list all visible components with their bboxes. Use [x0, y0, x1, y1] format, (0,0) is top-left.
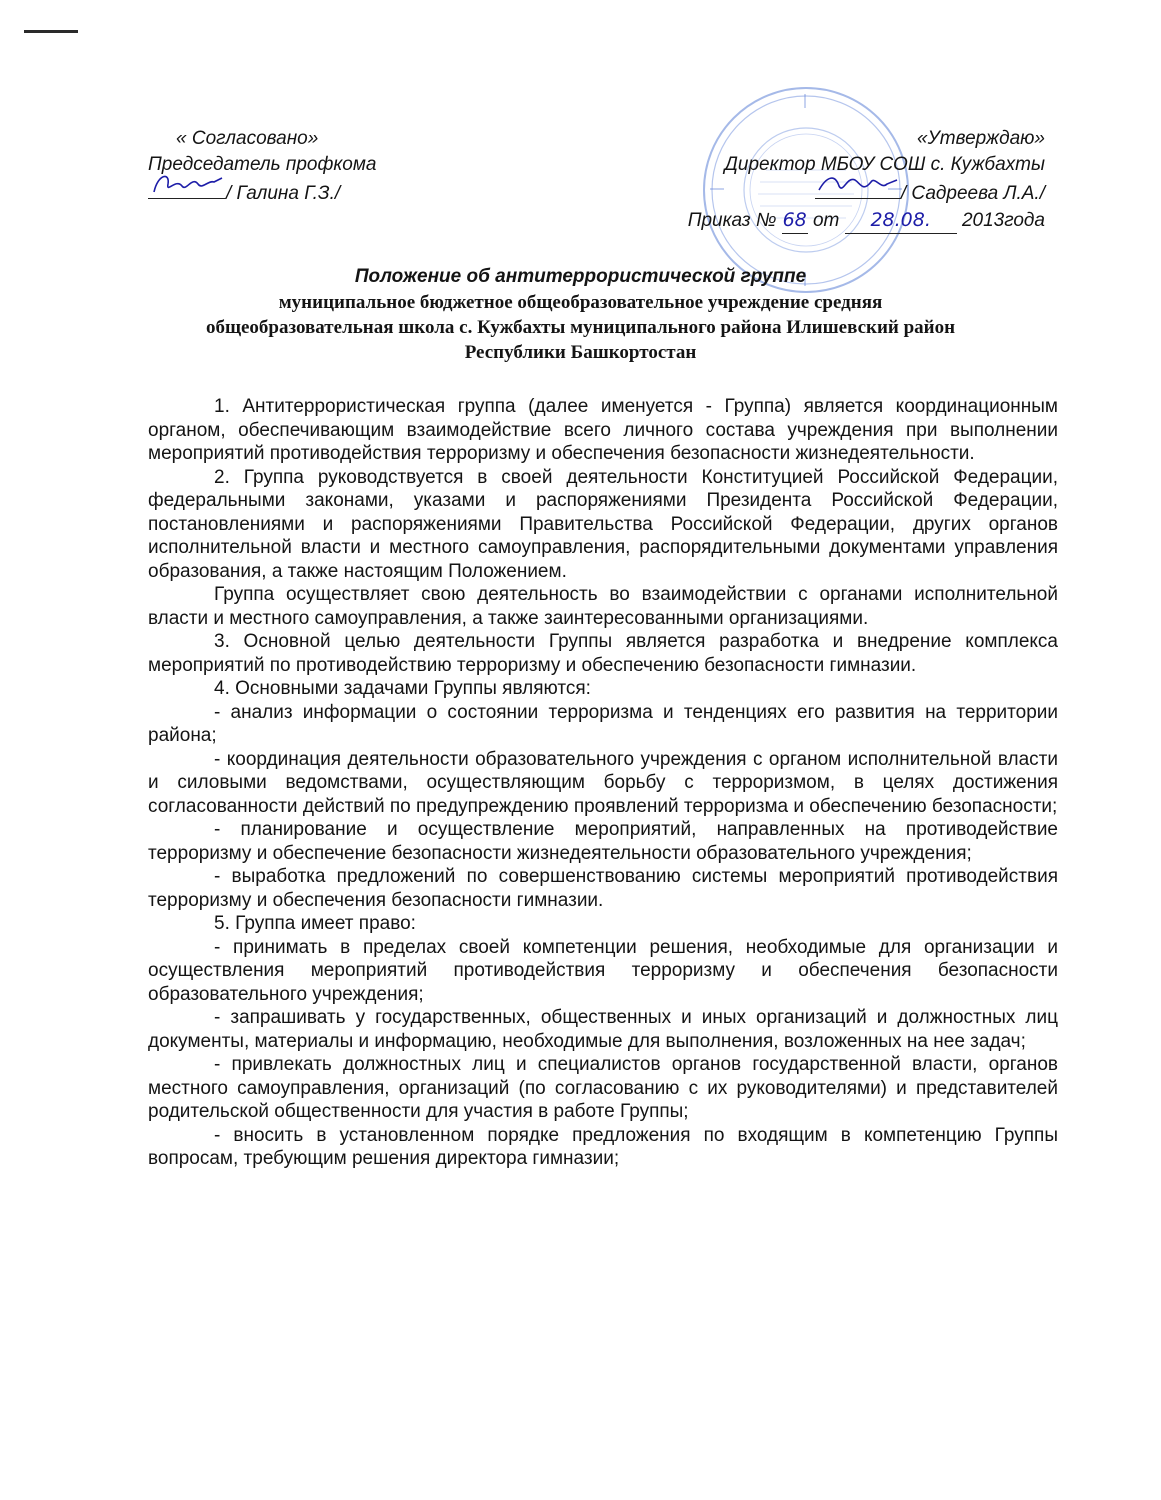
order-date: 28.08. [845, 207, 957, 234]
task-item: - выработка предложений по совершенствованию системы мероприятий противодействия терроризму и обеспечения безопасности гимназии. [148, 866, 1058, 911]
order-prefix: Приказ № [687, 210, 777, 231]
document-title: Положение об антитеррористической группе [354, 266, 807, 287]
order-year: 2013года [961, 210, 1045, 231]
chair-signature-line [148, 178, 376, 207]
order-from: от [812, 210, 840, 231]
scan-corner-mark [24, 30, 78, 33]
organization-subtitle [60, 290, 1101, 365]
trade-union-chair-label: Председатель профкома [148, 154, 377, 175]
signature-scribble-icon [815, 170, 901, 200]
signature-scribble-icon [148, 170, 226, 200]
subtitle-line: Республики Башкортостан [464, 342, 697, 363]
document-body [148, 395, 1058, 1171]
right-item: - привлекать должностных лиц и специалистов органов государственной власти, органов местного самоуправления, организаций (по согласованию с их руководителями) и представителей родительской общественности для участия в работе Группы; [148, 1054, 1058, 1122]
agreement-block [148, 126, 376, 207]
task-item: - планирование и осуществление мероприятий, направленных на противодействие терроризму и обеспечение безопасности жизнедеятельности образовательного учреждения; [148, 819, 1058, 864]
paragraph-3: 3. Основной целью деятельности Группы является разработка и внедрение комплекса мероприятий по противодействию терроризму и обеспечению безопасности гимназии. [148, 631, 1058, 676]
chair-signature [148, 178, 226, 199]
paragraph-1: 1. Антитеррористическая группа (далее именуется - Группа) является координационным органом, обеспечивающим взаимодействие всего личного состава учреждения при выполнении мероприятий противодействия терроризму и обеспечения безопасности жизнедеятельности. [148, 396, 1058, 464]
task-item: - анализ информации о состоянии терроризма и тенденциях его развития на территории района; [148, 701, 1058, 746]
paragraph-2: 2. Группа руководствуется в своей деятельности Конституцией Российской Федерации, федеральными законами, указами и распоряжениями Президента Российской Федерации, постановлениями и распоряжениями Правительства Российской Федерации, других органов исполнительной власти и местного самоуправления, распорядительными документами управления образования, а также настоящим Положением. [148, 466, 1058, 582]
right-item: - запрашивать у государственных, общественных и иных организаций и должностных лиц документы, материалы и информацию, необходимые для выполнения, возложенных на нее задач; [148, 1007, 1058, 1052]
task-item: - координация деятельности образовательного учреждения с органом исполнительной власти и силовыми ведомствами, осуществляющим борьбу с терроризмом, в целях достижения согласованности действий по предупреждению проявлений терроризма и обеспечению безопасности; [148, 748, 1058, 817]
right-item: - принимать в пределах своей компетенции решения, необходимые для организации и осуществления мероприятий противодействия терроризму и обеспечения безопасности образовательного учреждения; [148, 936, 1058, 1005]
subtitle-line: муниципальное бюджетное общеобразовательное учреждение средняя [278, 292, 883, 313]
paragraph-5: 5. Группа имеет право: [214, 913, 416, 934]
approve-heading: «Утверждаю» [917, 128, 1045, 149]
chair-name: / Галина Г.З./ [226, 183, 341, 204]
director-name: / Садреева Л.А./ [900, 183, 1045, 204]
director-signature [815, 178, 901, 199]
paragraph-4: 4. Основными задачами Группы являются: [214, 678, 591, 699]
approval-block [688, 126, 1045, 234]
order-line [688, 207, 1045, 234]
director-signature-line [688, 178, 1045, 207]
paragraph-2-continued: Группа осуществляет свою деятельность во взаимодействии с органами исполнительной власти и местного самоуправления, а также заинтересованными организациями. [148, 584, 1058, 629]
director-label: Директор МБОУ СОШ с. Кужбахты [724, 154, 1045, 175]
order-number: 68 [782, 207, 808, 234]
subtitle-line: общеобразовательная школа с. Кужбахты муниципального района Илишевский район [205, 317, 956, 338]
agreed-heading: « Согласовано» [176, 128, 319, 149]
right-item: - вносить в установленном порядке предложения по входящим в компетенцию Группы вопросам, требующим решения директора гимназии; [148, 1124, 1058, 1169]
